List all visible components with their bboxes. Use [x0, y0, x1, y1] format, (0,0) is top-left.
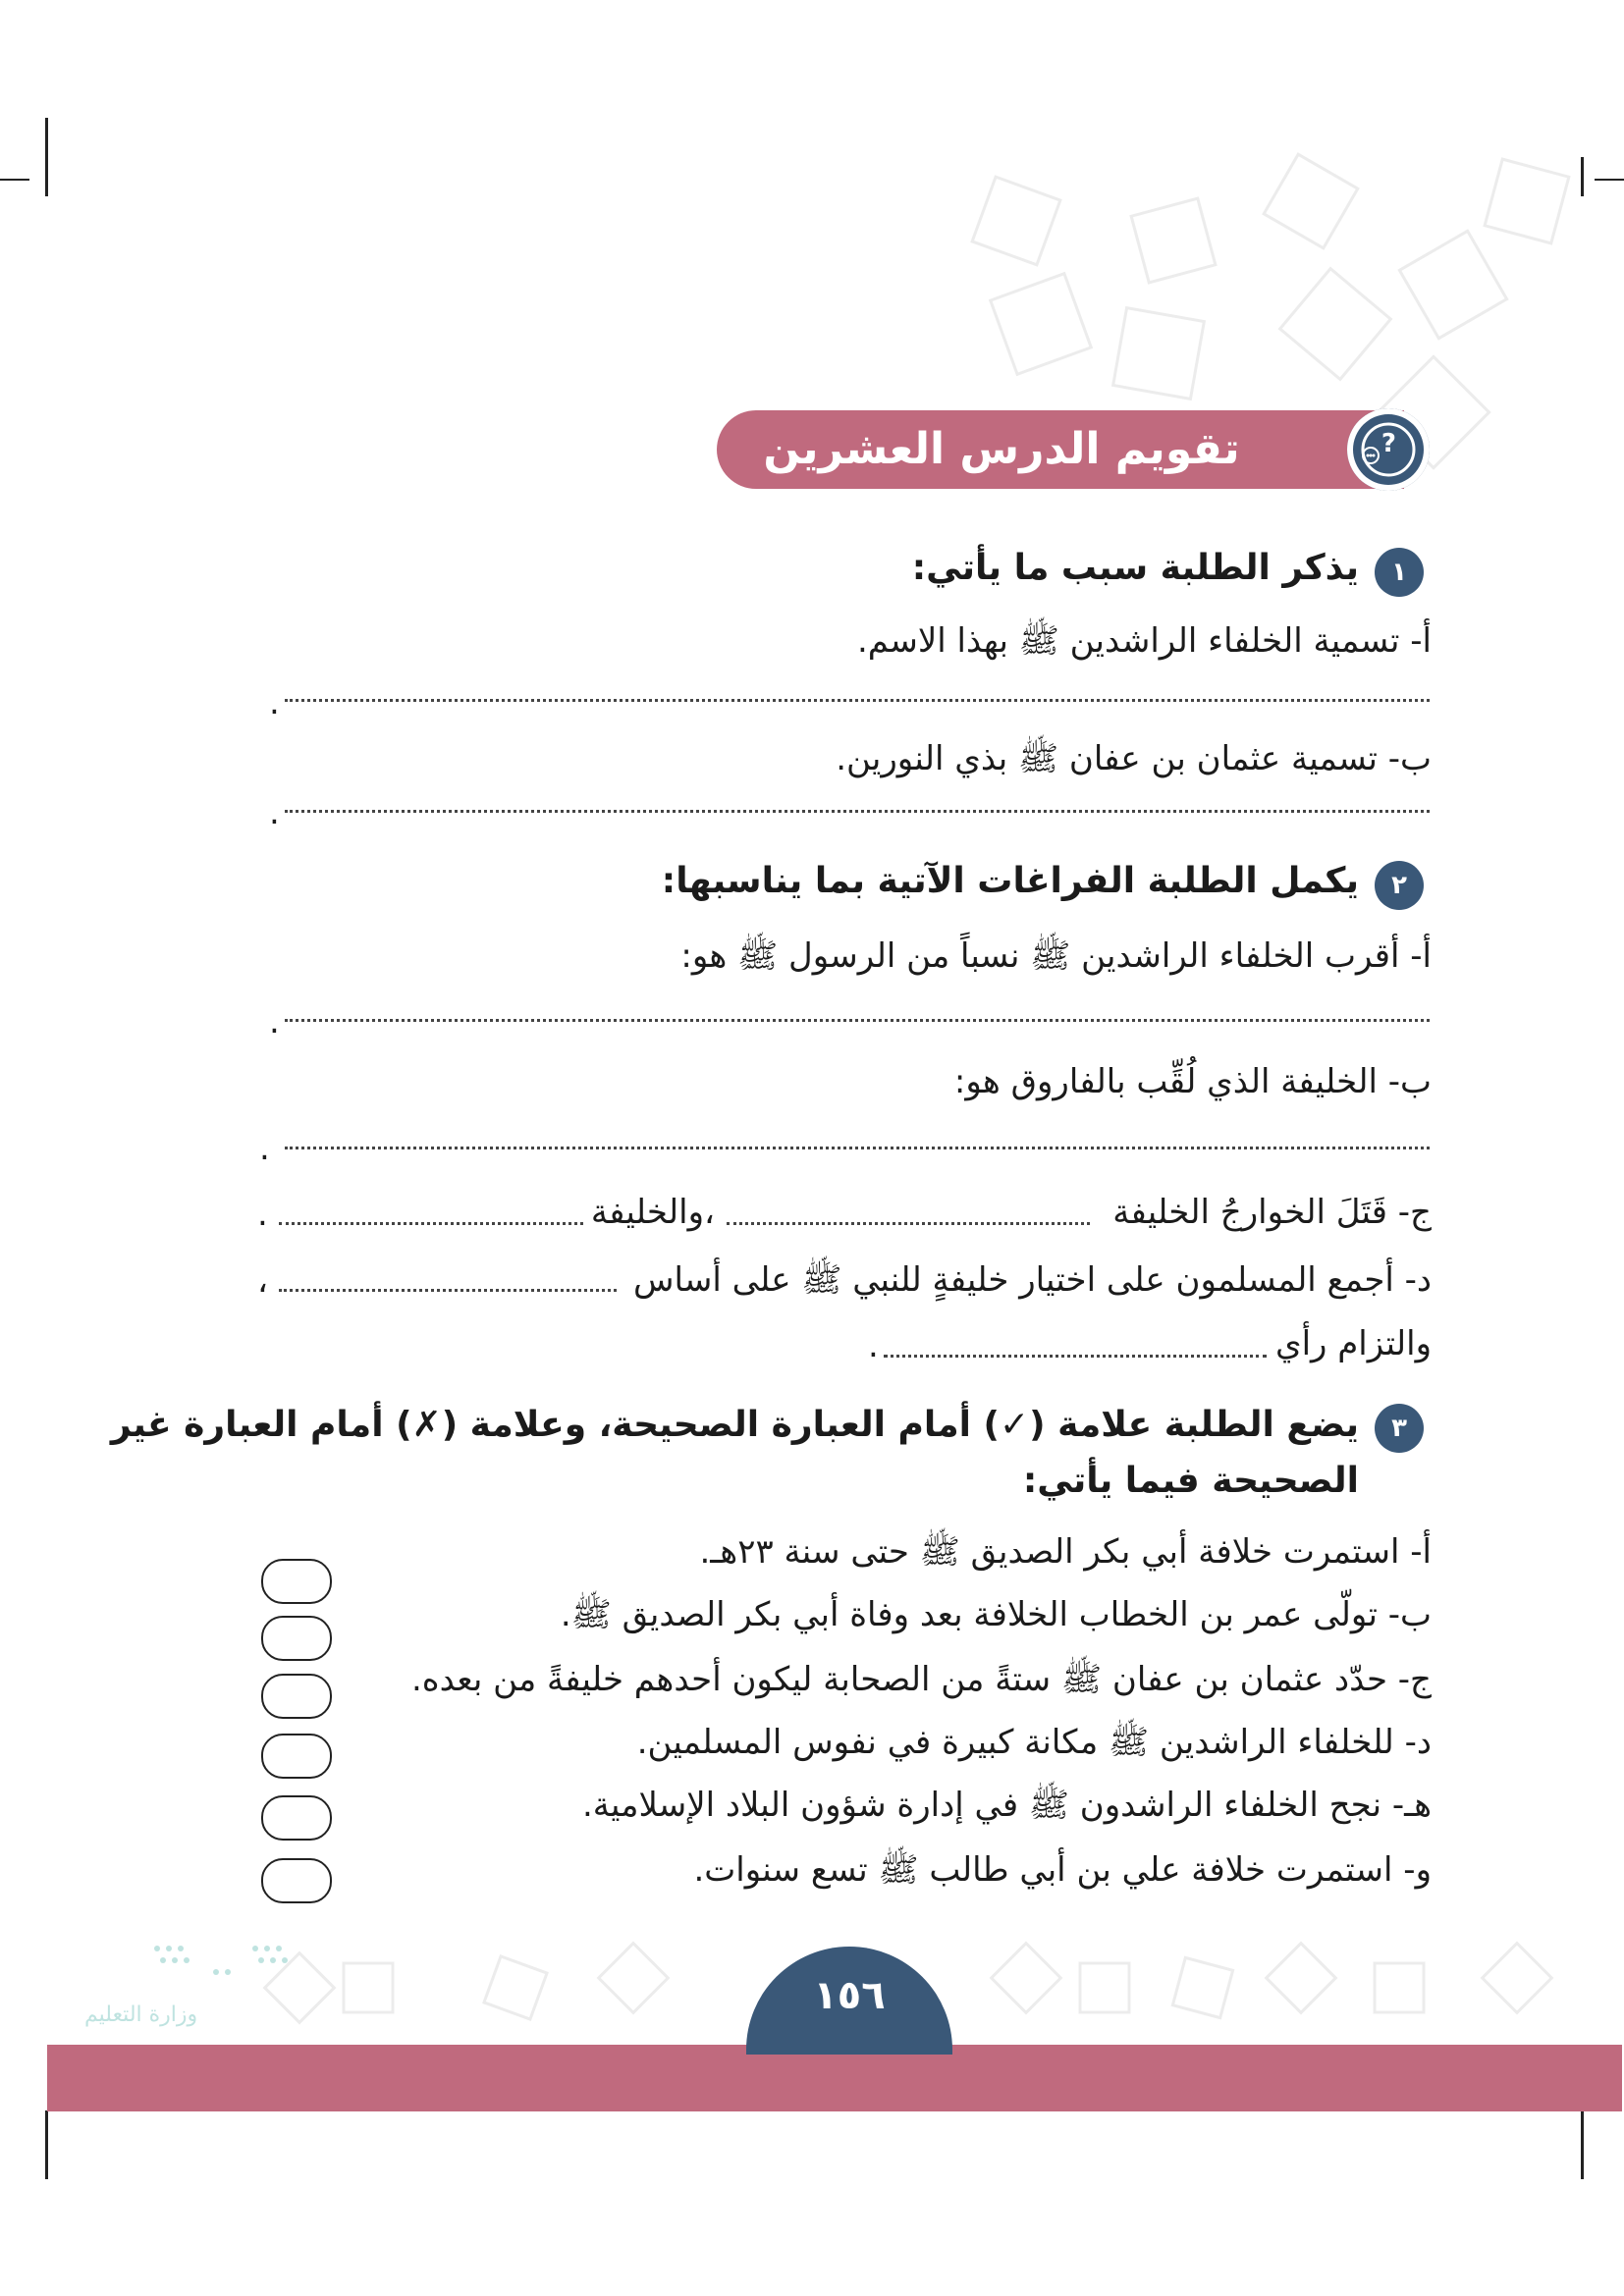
question-heading: يضع الطلبة علامة (✓) أمام العبارة الصحيحة، وعلامة (✗) أمام العبارة غير — [110, 1405, 1359, 1445]
page-title: تقويم الدرس العشرين — [763, 424, 1240, 474]
statement: أ- استمرت خلافة أبي بكر الصديق ﷺ حتى سنة ٢٣هـ. — [699, 1532, 1432, 1572]
line-end: ، — [257, 1261, 268, 1301]
question-heading-cont: الصحيحة فيما يأتي: — [1022, 1461, 1359, 1501]
crop-mark — [1581, 2110, 1584, 2179]
line-end: . — [868, 1326, 879, 1365]
question-number: ٣ — [1375, 1404, 1424, 1453]
question-item: ب- الخليفة الذي لُقِّب بالفاروق هو: — [953, 1062, 1432, 1101]
answer-blank[interactable] — [279, 1289, 617, 1292]
question-item: ج- قَتَلَ الخوارجُ الخليفة — [1112, 1193, 1432, 1232]
answer-check-box[interactable] — [261, 1616, 332, 1661]
statement: د- للخلفاء الراشدين ﷺ مكانة كبيرة في نفوس المسلمين. — [636, 1723, 1432, 1762]
question-item: أ- تسمية الخلفاء الراشدين ﷺ بهذا الاسم. — [856, 621, 1432, 661]
line-end: . — [259, 1129, 270, 1168]
question-number: ١ — [1375, 548, 1424, 597]
statement: ب- تولّى عمر بن الخطاب الخلافة بعد وفاة أبي بكر الصديق ﷺ. — [560, 1595, 1432, 1634]
answer-check-box[interactable] — [261, 1559, 332, 1604]
answer-blank[interactable] — [727, 1222, 1090, 1225]
ministry-watermark: وزارة التعليم — [84, 2002, 198, 2027]
question-heading: يذكر الطلبة سبب ما يأتي: — [911, 548, 1359, 588]
answer-line[interactable] — [285, 699, 1430, 702]
question-heading: يكمل الطلبة الفراغات الآتية بما يناسبها: — [661, 861, 1359, 901]
question-item: ب- تسمية عثمان بن عفان ﷺ بذي النورين. — [836, 739, 1432, 778]
statement: ج- حدّد عثمان بن عفان ﷺ ستةً من الصحابة ليكون أحدهم خليفةً من بعده. — [410, 1660, 1432, 1699]
question-item-part: ،والخليفة — [590, 1193, 715, 1232]
ministry-logo-dots — [147, 1939, 304, 1988]
line-end: . — [269, 683, 280, 722]
answer-line[interactable] — [285, 1147, 1430, 1149]
crop-mark — [0, 179, 29, 181]
page-number: ١٥٦ — [813, 1973, 886, 2018]
answer-line[interactable] — [285, 1019, 1430, 1022]
question-item: أ- أقرب الخلفاء الراشدين ﷺ نسباً من الرسول ﷺ هو: — [680, 936, 1432, 976]
footer-bar — [47, 2045, 1622, 2111]
crop-mark — [45, 2110, 48, 2179]
svg-text:?: ? — [1380, 429, 1396, 458]
question-number: ٢ — [1375, 861, 1424, 910]
statement: و- استمرت خلافة علي بن أبي طالب ﷺ تسع سنوات. — [693, 1850, 1432, 1890]
question-item: د- أجمع المسلمون على اختيار خليفةٍ للنبي ﷺ على أساس — [633, 1260, 1432, 1300]
answer-line[interactable] — [285, 810, 1430, 813]
answer-check-box[interactable] — [261, 1858, 332, 1903]
question-item: والتزام رأي — [1274, 1324, 1432, 1363]
answer-blank[interactable] — [279, 1222, 583, 1225]
line-end: . — [257, 1195, 268, 1234]
statement: هـ- نجح الخلفاء الراشدون ﷺ في إدارة شؤون البلاد الإسلامية. — [581, 1786, 1432, 1825]
crop-mark — [45, 118, 48, 196]
answer-check-box[interactable] — [261, 1734, 332, 1779]
line-end: . — [269, 1002, 280, 1041]
answer-check-box[interactable] — [261, 1674, 332, 1719]
question-chat-icon — [1347, 408, 1430, 491]
line-end: . — [269, 793, 280, 832]
answer-check-box[interactable] — [261, 1795, 332, 1841]
answer-blank[interactable] — [884, 1355, 1267, 1358]
background-pattern — [943, 147, 1620, 560]
